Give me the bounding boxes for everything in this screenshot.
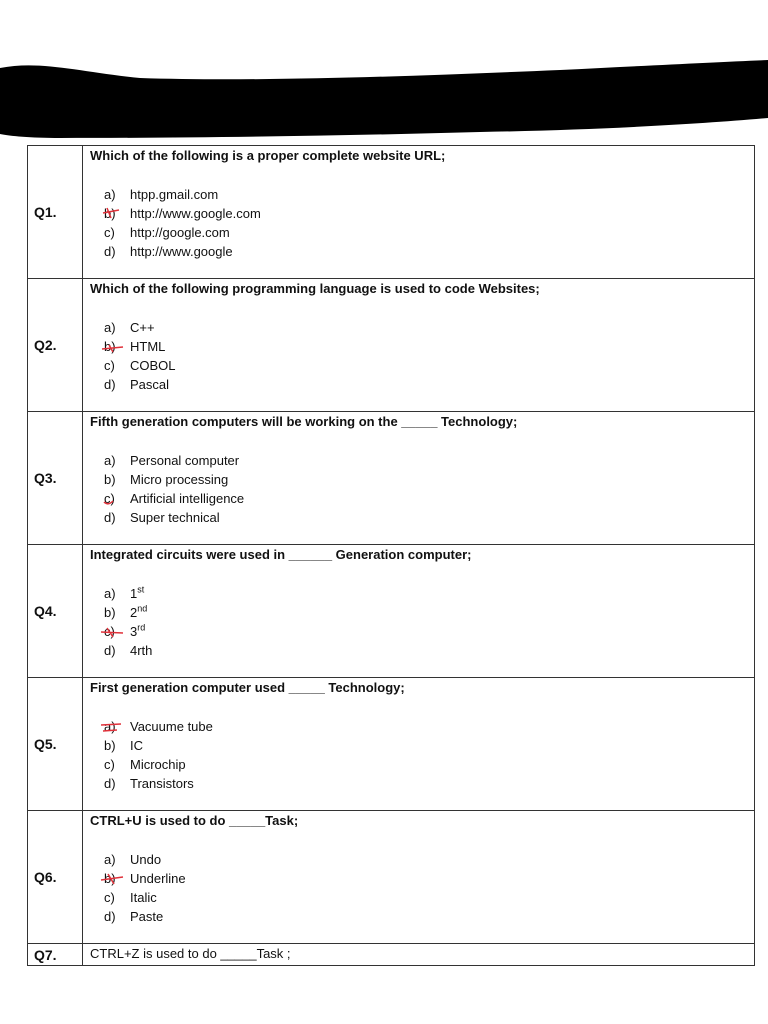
option-text: htpp.gmail.com: [130, 187, 219, 202]
question-text: Fifth generation computers will be working on the _____ Technology;: [90, 414, 518, 429]
option-text: C++: [130, 320, 155, 335]
option-text: Underline: [130, 871, 186, 886]
option-letter: c): [104, 757, 115, 772]
question-text: CTRL+U is used to do _____Task;: [90, 813, 299, 828]
option-text: Transistors: [130, 776, 194, 791]
option-text: Paste: [130, 909, 164, 924]
option-c: [104, 888, 748, 907]
option-d: [104, 907, 748, 926]
option-text: http://www.google: [130, 244, 233, 259]
question-cell: [83, 678, 755, 811]
option-d: [104, 375, 748, 394]
option-b: [104, 736, 748, 755]
option-b: [104, 603, 748, 622]
option-text: Pascal: [130, 377, 170, 392]
option-c: [104, 755, 748, 774]
option-list: [90, 185, 748, 261]
option-a: [104, 850, 748, 869]
option-text: COBOL: [130, 358, 176, 373]
option-list: [90, 584, 748, 660]
question-number: Q1.: [28, 146, 83, 279]
option-letter: d): [104, 643, 116, 658]
question-number: Q4.: [28, 545, 83, 678]
option-letter: d): [104, 377, 116, 392]
option-list: [90, 850, 748, 926]
option-letter: b): [104, 738, 116, 753]
question-text: Which of the following programming language is used to code Websites;: [90, 281, 540, 296]
option-letter: c): [104, 358, 115, 373]
option-letter: d): [104, 244, 116, 259]
option-letter: a): [104, 320, 116, 335]
answer-mark-icon: [101, 719, 123, 733]
option-b: [104, 869, 748, 888]
question-text: Integrated circuits were used in ______ Generation computer;: [90, 547, 472, 562]
option-letter: d): [104, 776, 116, 791]
option-text: Micro processing: [130, 472, 229, 487]
option-letter: b): [104, 204, 130, 223]
option-a: [104, 717, 748, 736]
option-text: 2: [130, 605, 138, 620]
option-list: [90, 717, 748, 793]
option-suffix: rd: [137, 622, 146, 633]
option-c: [104, 489, 748, 508]
option-letter: c): [104, 890, 115, 905]
option-text: 1: [130, 586, 138, 601]
option-text: 4rth: [130, 643, 153, 658]
option-text: IC: [130, 738, 143, 753]
option-text: Microchip: [130, 757, 186, 772]
question-text: Which of the following is a proper complete website URL;: [90, 148, 446, 163]
question-cell: [83, 811, 755, 944]
option-c: [104, 622, 748, 641]
answer-mark-icon: [101, 871, 123, 885]
question-row-6: [28, 811, 755, 944]
option-letter: b): [104, 472, 116, 487]
question-row-3: [28, 412, 755, 545]
option-letter: b): [104, 869, 130, 888]
question-number: Q5.: [28, 678, 83, 811]
option-letter: d): [104, 510, 116, 525]
quiz-table: [27, 145, 755, 966]
question-row-1: [28, 146, 755, 279]
question-number: Q7.: [28, 944, 83, 966]
option-d: [104, 774, 748, 793]
option-text: Italic: [130, 890, 157, 905]
option-letter: a): [104, 717, 130, 736]
question-cell: [83, 146, 755, 279]
option-a: [104, 318, 748, 337]
option-letter: b): [104, 337, 130, 356]
question-number: Q3.: [28, 412, 83, 545]
answer-mark-icon: [101, 206, 123, 220]
redaction-marker: [0, 0, 768, 150]
option-text: Vacuume tube: [130, 719, 213, 734]
option-text: http://www.google.com: [130, 206, 261, 221]
answer-mark-icon: [101, 339, 123, 353]
question-cell: [83, 279, 755, 412]
option-letter: a): [104, 187, 116, 202]
option-d: [104, 242, 748, 261]
question-cell: [83, 545, 755, 678]
option-list: [90, 451, 748, 527]
answer-mark-icon: [101, 624, 123, 638]
option-letter: b): [104, 605, 116, 620]
option-b: [104, 337, 748, 356]
question-number: Q6.: [28, 811, 83, 944]
question-row-7: [28, 944, 755, 966]
question-text: CTRL+Z is used to do _____Task ;: [90, 946, 291, 961]
option-text: Personal computer: [130, 453, 240, 468]
question-cell: [83, 944, 755, 966]
option-text: http://google.com: [130, 225, 230, 240]
option-text: HTML: [130, 339, 166, 354]
option-letter: c): [104, 225, 115, 240]
option-c: [104, 223, 748, 242]
option-d: [104, 641, 748, 660]
option-suffix: nd: [137, 603, 148, 614]
option-letter: c): [104, 489, 130, 508]
option-letter: a): [104, 852, 116, 867]
option-suffix: st: [137, 584, 145, 595]
option-text: Artificial intelligence: [130, 491, 245, 506]
question-number: Q2.: [28, 279, 83, 412]
option-letter: d): [104, 909, 116, 924]
option-text: Super technical: [130, 510, 220, 525]
question-row-4: [28, 545, 755, 678]
option-b: [104, 470, 748, 489]
question-row-2: [28, 279, 755, 412]
option-letter: a): [104, 586, 116, 601]
question-text: First generation computer used _____ Technology;: [90, 680, 405, 695]
option-text: 3: [130, 624, 138, 639]
option-text: Undo: [130, 852, 162, 867]
question-cell: [83, 412, 755, 545]
answer-mark-icon: [101, 491, 123, 505]
option-letter: a): [104, 453, 116, 468]
question-row-5: [28, 678, 755, 811]
option-a: [104, 451, 748, 470]
option-c: [104, 356, 748, 375]
option-letter: c): [104, 622, 130, 641]
option-a: [104, 185, 748, 204]
option-d: [104, 508, 748, 527]
option-a: [104, 584, 748, 603]
option-b: [104, 204, 748, 223]
option-list: [90, 318, 748, 394]
